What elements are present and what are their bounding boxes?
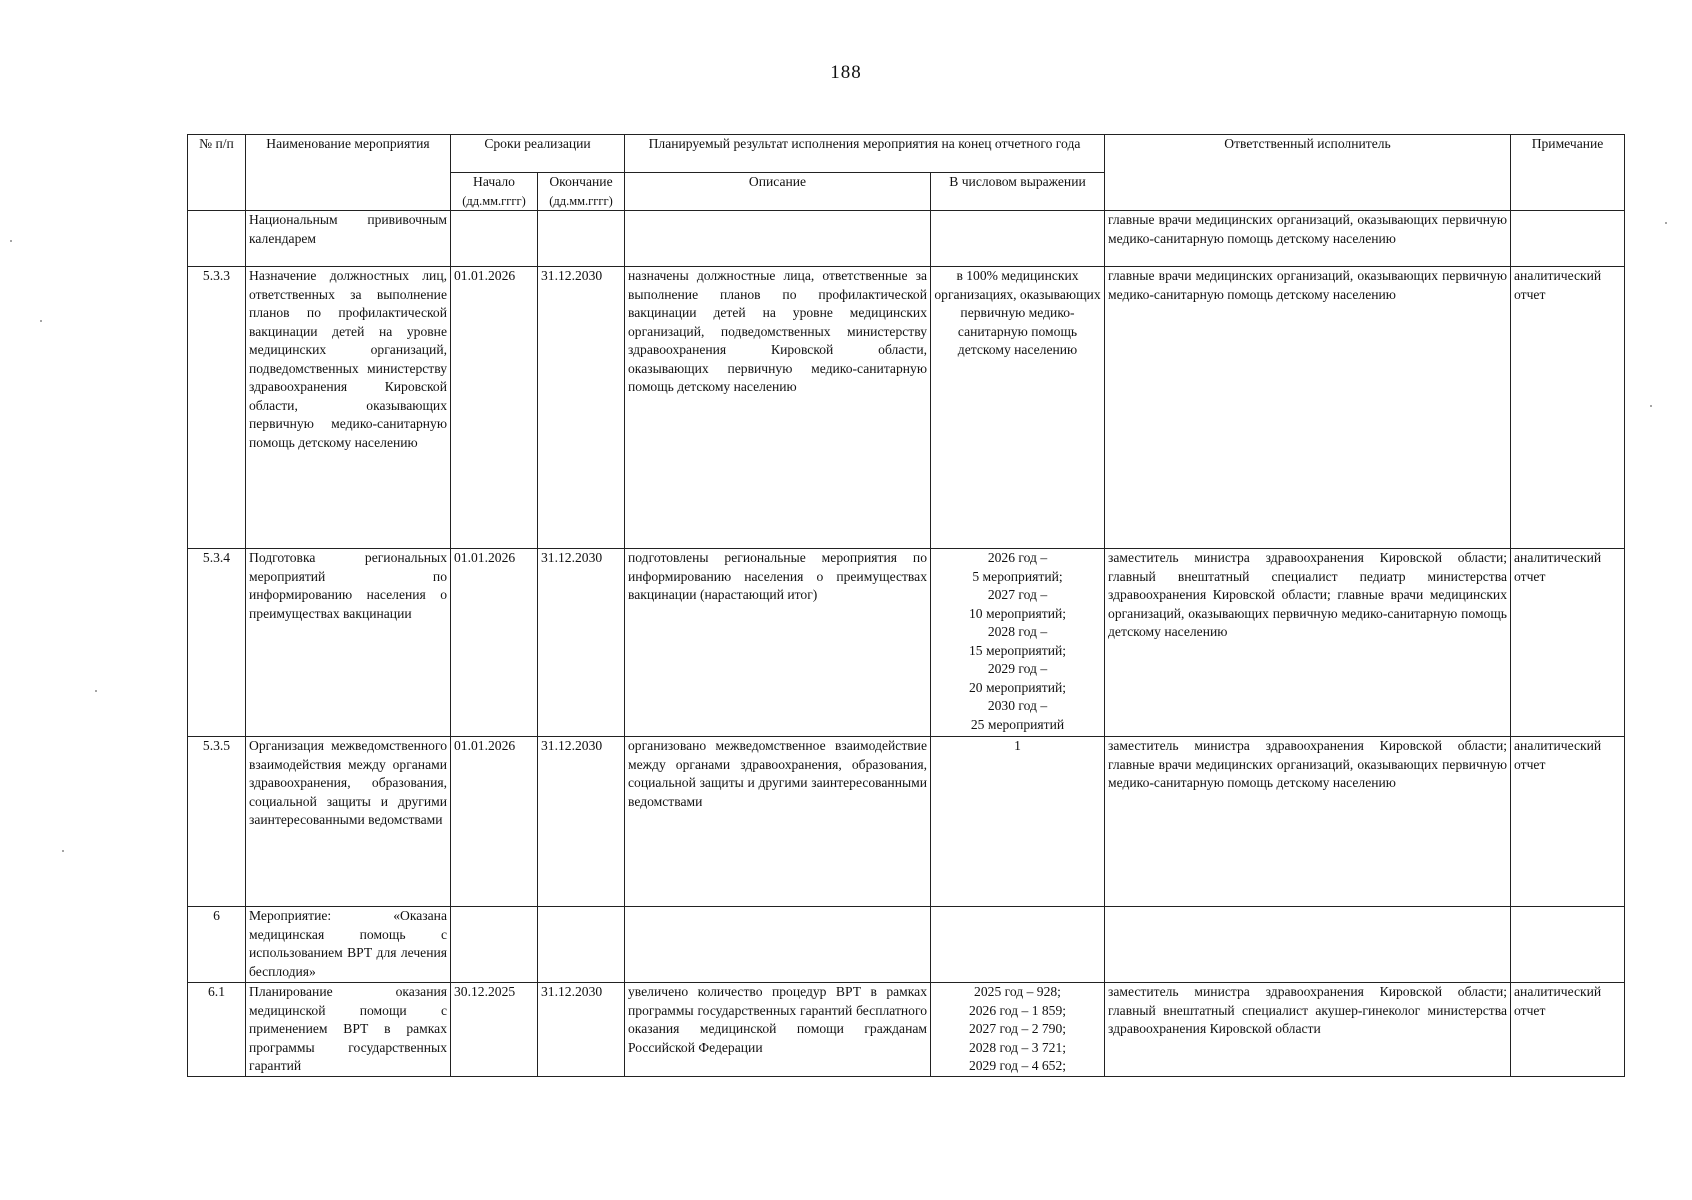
row-note: аналитический отчет	[1511, 737, 1625, 907]
numeric-line: 2029 год –	[987, 661, 1048, 676]
row-description: подготовлены региональные мероприятия по информированию населения о преимуществах вакцинации (нарастающий итог)	[625, 549, 931, 737]
scan-speck	[95, 690, 97, 692]
row-num	[188, 211, 246, 267]
header-numeric: В числовом выражении	[931, 173, 1105, 211]
row-start	[451, 907, 538, 983]
header-end-format: (дд.мм.гггг)	[549, 193, 613, 208]
row-responsible: заместитель министра здравоохранения Кировской области; главный внештатный специалист педиатр министерства здравоохранения Кировской области; главные врачи медицинских организаций, оказывающих первичную медико-санитарную помощь детскому населению	[1105, 549, 1511, 737]
header-period: Сроки реализации	[451, 135, 625, 173]
table-row	[188, 549, 1625, 737]
row-note	[1511, 211, 1625, 267]
row-num: 5.3.4	[188, 549, 246, 737]
measures-table	[187, 134, 1625, 1077]
numeric-line: 20 мероприятий;	[968, 679, 1067, 695]
row-name: Национальным прививочным календарем	[246, 211, 451, 267]
row-numeric	[931, 549, 1105, 737]
row-responsible	[1105, 907, 1511, 983]
numeric-line: 10 мероприятий;	[968, 605, 1067, 621]
row-description	[625, 907, 931, 983]
page-number: 188	[830, 62, 862, 83]
numeric-line: 2030 год –	[987, 698, 1048, 713]
row-responsible: главные врачи медицинских организаций, оказывающих первичную медико-санитарную помощь детскому населению	[1105, 267, 1511, 549]
row-start: 30.12.2025	[451, 983, 538, 1077]
row-name: Организация межведомственного взаимодействия между органами здравоохранения, образования, социальной защиты и другими заинтересованными ведомствами	[246, 737, 451, 907]
numeric-line: 2026 год –	[987, 550, 1048, 565]
row-numeric	[931, 267, 1105, 549]
row-note: аналитический отчет	[1511, 267, 1625, 549]
header-end	[538, 173, 625, 211]
row-name: Мероприятие: «Оказана медицинская помощь с использованием ВРТ для лечения бесплодия»	[246, 907, 451, 983]
numeric-line: 1	[1014, 738, 1021, 753]
row-note: аналитический отчет	[1511, 983, 1625, 1077]
numeric-line: 2025 год – 928;	[974, 984, 1061, 999]
row-description: организовано межведомственное взаимодействие между органами здравоохранения, образования, социальной защиты и другими заинтересованными ведомствами	[625, 737, 931, 907]
table-header	[188, 135, 1625, 211]
row-start: 01.01.2026	[451, 737, 538, 907]
numeric-line: 25 мероприятий	[970, 716, 1065, 732]
row-numeric	[931, 907, 1105, 983]
row-start: 01.01.2026	[451, 549, 538, 737]
row-end: 31.12.2030	[538, 737, 625, 907]
scan-speck	[1650, 405, 1652, 407]
header-end-label: Окончание	[549, 174, 613, 189]
table-row	[188, 267, 1625, 549]
table-row	[188, 211, 1625, 267]
row-start	[451, 211, 538, 267]
row-end	[538, 211, 625, 267]
row-start: 01.01.2026	[451, 267, 538, 549]
header-start-label: Начало	[473, 174, 515, 189]
scan-speck	[40, 320, 42, 322]
row-description	[625, 211, 931, 267]
header-description: Описание	[625, 173, 931, 211]
numeric-line: 15 мероприятий;	[968, 642, 1067, 658]
numeric-line: 2028 год –	[987, 624, 1048, 639]
numeric-line: 2028 год – 3 721;	[968, 1039, 1067, 1055]
header-start-format: (дд.мм.гггг)	[462, 193, 526, 208]
header-result: Планируемый результат исполнения мероприятия на конец отчетного года	[625, 135, 1105, 173]
row-name: Назначение должностных лиц, ответственных за выполнение планов по профилактической вакцинации детей на уровне медицинских организаций, подведомственных министерству здравоохранения Кировской области, оказывающих первичную медико-санитарную помощь детскому населению	[246, 267, 451, 549]
row-end	[538, 907, 625, 983]
header-name: Наименование мероприятия	[246, 135, 451, 211]
row-end: 31.12.2030	[538, 267, 625, 549]
row-num: 5.3.5	[188, 737, 246, 907]
table-row	[188, 907, 1625, 983]
row-name: Подготовка региональных мероприятий по информированию населения о преимуществах вакцинации	[246, 549, 451, 737]
row-note: аналитический отчет	[1511, 549, 1625, 737]
row-description: назначены должностные лица, ответственные за выполнение планов по профилактической вакцинации детей на уровне медицинских организаций, подведомственных министерству здравоохранения Кировской области, оказывающих первичную медико-санитарную помощь детскому населению	[625, 267, 931, 549]
row-description: увеличено количество процедур ВРТ в рамках программы государственных гарантий бесплатного оказания медицинской помощи гражданам Российской Федерации	[625, 983, 931, 1077]
row-responsible: главные врачи медицинских организаций, оказывающих первичную медико-санитарную помощь детскому населению	[1105, 211, 1511, 267]
numeric-line: 2029 год – 4 652;	[968, 1058, 1067, 1073]
row-num: 6	[188, 907, 246, 983]
numeric-line: 2026 год – 1 859;	[968, 1002, 1067, 1018]
header-start	[451, 173, 538, 211]
row-numeric	[931, 211, 1105, 267]
row-name: Планирование оказания медицинской помощи с применением ВРТ в рамках программы государственных гарантий	[246, 983, 451, 1077]
row-num: 5.3.3	[188, 267, 246, 549]
row-note	[1511, 907, 1625, 983]
header-responsible: Ответственный исполнитель	[1105, 135, 1511, 211]
row-num: 6.1	[188, 983, 246, 1077]
numeric-line: 5 мероприятий;	[972, 568, 1063, 584]
row-end: 31.12.2030	[538, 549, 625, 737]
numeric-line: 2027 год – 2 790;	[968, 1021, 1067, 1036]
row-numeric	[931, 983, 1105, 1077]
row-responsible: заместитель министра здравоохранения Кировской области; главные врачи медицинских организаций, оказывающих первичную медико-санитарную помощь детскому населению	[1105, 737, 1511, 907]
scan-speck	[10, 240, 12, 242]
row-end: 31.12.2030	[538, 983, 625, 1077]
scan-speck	[62, 850, 64, 852]
row-numeric	[931, 737, 1105, 907]
table-row	[188, 737, 1625, 907]
numeric-line: 2027 год –	[987, 587, 1048, 602]
numeric-line: в 100% медицинских организациях, оказывающих первичную медико-санитарную помощь детскому населению	[934, 268, 1101, 357]
row-responsible: заместитель министра здравоохранения Кировской области; главный внештатный специалист акушер-гинеколог министерства здравоохранения Кировской области	[1105, 983, 1511, 1077]
header-note: Примечание	[1511, 135, 1625, 211]
scan-speck	[1665, 222, 1667, 224]
table-row	[188, 983, 1625, 1077]
table-body	[188, 211, 1625, 1077]
header-num: № п/п	[188, 135, 246, 211]
